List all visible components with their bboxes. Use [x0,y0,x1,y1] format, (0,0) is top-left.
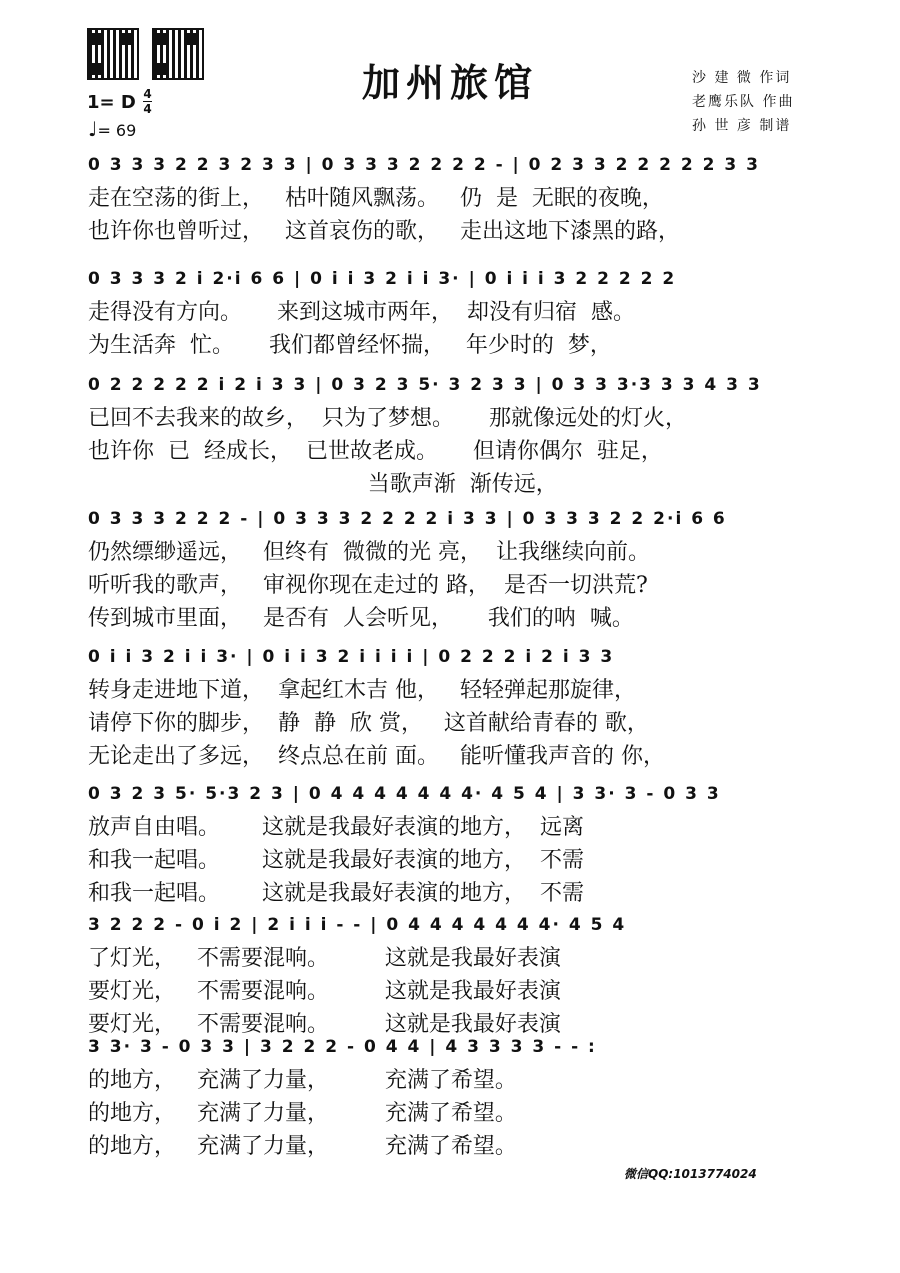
lyric-line: 转身走进地下道， 拿起红木吉 他， 轻轻弹起那旋律， [88,678,636,703]
quarter-note-icon: ♩ [88,117,98,141]
time-signature-top: 4 [143,87,152,101]
lyric-line: 的地方， 充满了力量， 充满了希望。 [88,1068,517,1093]
score-system-7 [88,908,816,1041]
lyric-line: 要灯光， 不需要混响。 这就是我最好表演 [88,1012,561,1037]
lyric-line: 请停下你的脚步， 静 静 欣 赏， 这首献给青春的 歌， [88,711,649,736]
lyric-line: 要灯光， 不需要混响。 这就是我最好表演 [88,979,561,1004]
lyric-line: 传到城市里面， 是否有 人会听见， 我们的呐 喊。 [88,606,634,631]
notation-line: 0 3 3 3 2 2 2 - | 0 3 3 3 2 2 2 2 i 3 3 | 0 3 3 3 2 2 2·i 6 6 [88,509,727,529]
notation-line: 0 3 3 3 2 2 3 2 3 3 | 0 3 3 3 2 2 2 2 - | 0 2 3 3 2 2 2 2 2 3 3 [88,155,760,175]
notation-line: 3 2 2 2 - 0 i 2 | 2 i i i - - | 0 4 4 4 4 4 4 4· 4 5 4 [88,915,627,935]
lyric-line: 走得没有方向。 来到这城市两年， 却没有归宿 感。 [88,300,635,325]
key-signature: 1= D [87,92,136,113]
contact-footer: 微信QQ:1013774024 [624,1167,757,1181]
notation-line: 0 3 3 3 2 i 2·i 6 6 | 0 i i 3 2 i i 3· | 0 i i i 3 2 2 2 2 2 [88,269,677,289]
score-system-3 [88,368,816,501]
score-system-6 [88,777,816,910]
score-system-5 [88,640,816,773]
lyric-line: 的地方， 充满了力量， 充满了希望。 [88,1134,517,1159]
notation-line: 0 2 2 2 2 2 i 2 i 3 3 | 0 3 2 3 5· 3 2 3 3 | 0 3 3 3·3 3 3 4 3 3 [88,375,762,395]
notation-line: 0 i i 3 2 i i 3· | 0 i i 3 2 i i i i | 0 2 2 2 i 2 i 3 3 [88,647,615,667]
lyric-line: 放声自由唱。 这就是我最好表演的地方， 远离 [88,815,584,840]
time-signature-bottom: 4 [143,102,152,116]
song-title: 加州旅馆 [361,60,538,105]
lyric-line: 也许你也曾听过， 这首哀伤的歌， 走出这地下漆黑的路， [88,219,680,244]
lyric-line: 走在空荡的街上， 枯叶随风飘荡。 仍 是 无眠的夜晚， [88,186,664,211]
lyric-line: 仍然缥缈遥远， 但终有 微微的光 亮， 让我继续向前。 [88,540,650,565]
score-system-4 [88,502,816,635]
arranger-credit: 孙 世 彦 制谱 [692,118,792,134]
notation-line: 3 3· 3 - 0 3 3 | 3 2 2 2 - 0 4 4 | 4 3 3 3 3 - - : [88,1037,597,1057]
lyric-line: 为生活奔 忙。 我们都曾经怀揣， 年少时的 梦， [88,333,612,358]
lyric-line: 和我一起唱。 这就是我最好表演的地方， 不需 [88,881,584,906]
time-signature [143,88,152,115]
composer-credit: 老鹰乐队 作曲 [692,94,795,110]
lyricist-credit: 沙 建 微 作词 [692,70,792,86]
lyric-line: 也许你 已 经成长， 已世故老成。 但请你偶尔 驻足， [88,439,663,464]
score-system-2 [88,262,816,362]
lyric-line: 无论走出了多远， 终点总在前 面。 能听懂我声音的 你， [88,744,665,769]
score-system-1 [88,148,816,248]
tempo-marking [88,117,136,141]
credits [692,66,794,138]
lyric-line: 已回不去我来的故乡， 只为了梦想。 那就像远处的灯火， [88,406,687,431]
lyric-line: 的地方， 充满了力量， 充满了希望。 [88,1101,517,1126]
score-system-8 [88,1030,816,1163]
lyric-line: 听听我的歌声， 审视你现在走过的 路， 是否一切洪荒? [88,573,648,598]
notation-line: 0 3 2 3 5· 5·3 2 3 | 0 4 4 4 4 4 4 4· 4 5 4 | 3 3· 3 - 0 3 3 [88,784,721,804]
tempo-value: = 69 [97,121,137,140]
lyric-line: 了灯光， 不需要混响。 这就是我最好表演 [88,946,561,971]
lyric-line: 当歌声渐 渐传远， [88,472,558,497]
lyric-line: 和我一起唱。 这就是我最好表演的地方， 不需 [88,848,584,873]
